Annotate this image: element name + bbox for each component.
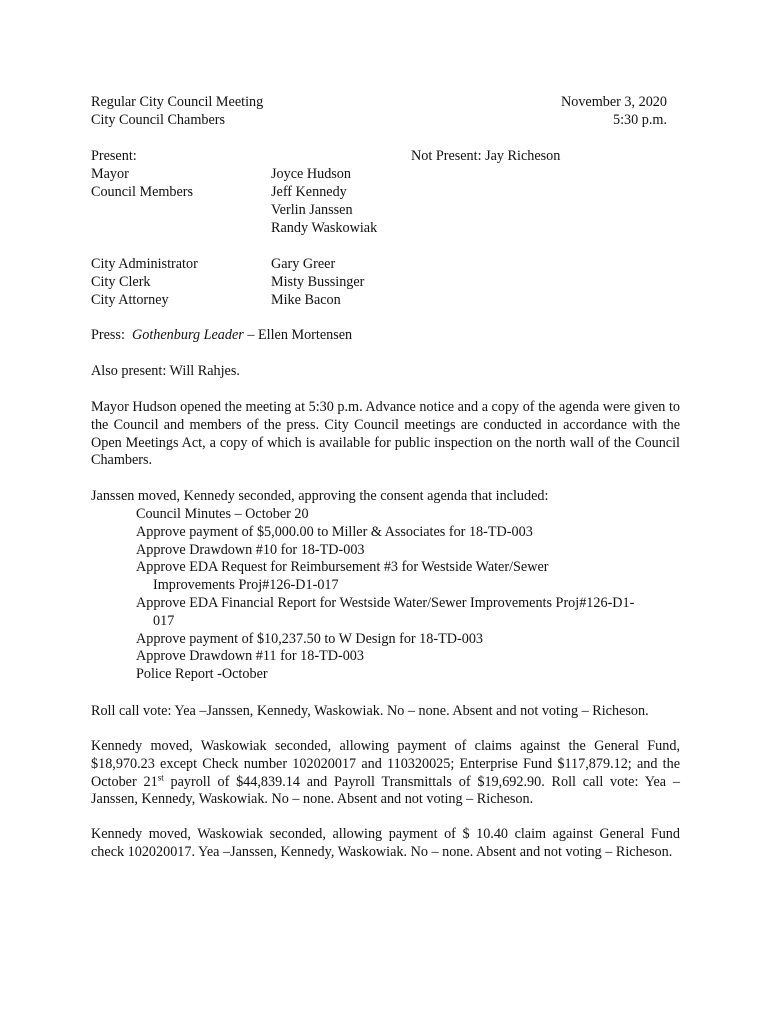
check-claim-paragraph: Kennedy moved, Waskowiak seconded, allowing payment of $ 10.40 claim against General Fund check 102020017. Yea –Janssen, Kennedy, Waskowiak. No – none. Absent and not voting – Richeson. [91, 826, 680, 860]
list-item: Approve EDA Request for Reimbursement #3 for Westside Water/Sewer [136, 559, 549, 576]
claims-text-part1: Kennedy moved, Waskowiak seconded, allowing payment of claims against the General Fund, $18,970.23 except Check number 102020017 and 110320025; Enterprise Fund $117,879.12; and the October 21 [91, 738, 680, 790]
press-reporter: – Ellen Mortensen [243, 327, 353, 343]
list-item: Approve Drawdown #11 for 18-TD-003 [136, 648, 364, 665]
press-line [91, 327, 352, 345]
list-item: Approve payment of $10,237.50 to W Design for 18-TD-003 [136, 630, 484, 647]
meeting-title: Regular City Council Meeting [91, 94, 264, 110]
attorney-label: City Attorney [91, 292, 169, 308]
council-member: Verlin Janssen [271, 202, 353, 218]
admin-label: City Administrator [91, 256, 198, 272]
press-label: Press: [91, 327, 125, 343]
consent-agenda-list [136, 506, 681, 684]
consent-intro: Janssen moved, Kennedy seconded, approving the consent agenda that included: [91, 488, 549, 504]
list-item: Approve payment of $5,000.00 to Miller & Associates for 18-TD-003 [136, 523, 533, 540]
clerk-name: Misty Bussinger [271, 274, 365, 290]
ordinal-suffix: st [157, 771, 164, 782]
attorney-name: Mike Bacon [271, 292, 341, 308]
council-member: Jeff Kennedy [271, 184, 347, 200]
list-item-continuation: Improvements Proj#126-D1-017 [153, 577, 339, 594]
meeting-date: November 3, 2020 [561, 94, 667, 110]
opening-paragraph: Mayor Hudson opened the meeting at 5:30 p.m. Advance notice and a copy of the agenda were given to the Council and members of the press. City Council meetings are conducted in accordance with the Open Meetings Act, a copy of which is available for public inspection on the north wall of the Council Chambers. [91, 399, 680, 469]
list-item: Approve Drawdown #10 for 18-TD-003 [136, 541, 365, 558]
roll-call-vote: Roll call vote: Yea –Janssen, Kennedy, Waskowiak. No – none. Absent and not voting – Richeson. [91, 703, 649, 719]
meeting-location: City Council Chambers [91, 112, 225, 128]
list-item-continuation: 017 [153, 612, 175, 629]
clerk-label: City Clerk [91, 274, 151, 290]
admin-name: Gary Greer [271, 256, 336, 272]
also-present: Also present: Will Rahjes. [91, 363, 240, 379]
list-item: Council Minutes – October 20 [136, 506, 309, 522]
list-item: Approve EDA Financial Report for Westside Water/Sewer Improvements Proj#126-D1- [136, 594, 635, 611]
council-member: Randy Waskowiak [271, 220, 378, 236]
meeting-time: 5:30 p.m. [613, 112, 667, 128]
present-label: Present: [91, 148, 137, 164]
press-outlet: Gothenburg Leader [132, 327, 244, 343]
claims-text-part2: payroll of $44,839.14 and Payroll Transmittals of $19,692.90. Roll call vote: Yea –Janssen, Kennedy, Waskowiak. No – none. Absent and not voting – Richeson. [91, 773, 680, 808]
mayor-name: Joyce Hudson [271, 166, 351, 182]
claims-paragraph [91, 738, 680, 809]
list-item: Police Report -October [136, 666, 268, 683]
mayor-label: Mayor [91, 166, 129, 182]
not-present: Not Present: Jay Richeson [411, 148, 561, 164]
council-label: Council Members [91, 184, 194, 200]
